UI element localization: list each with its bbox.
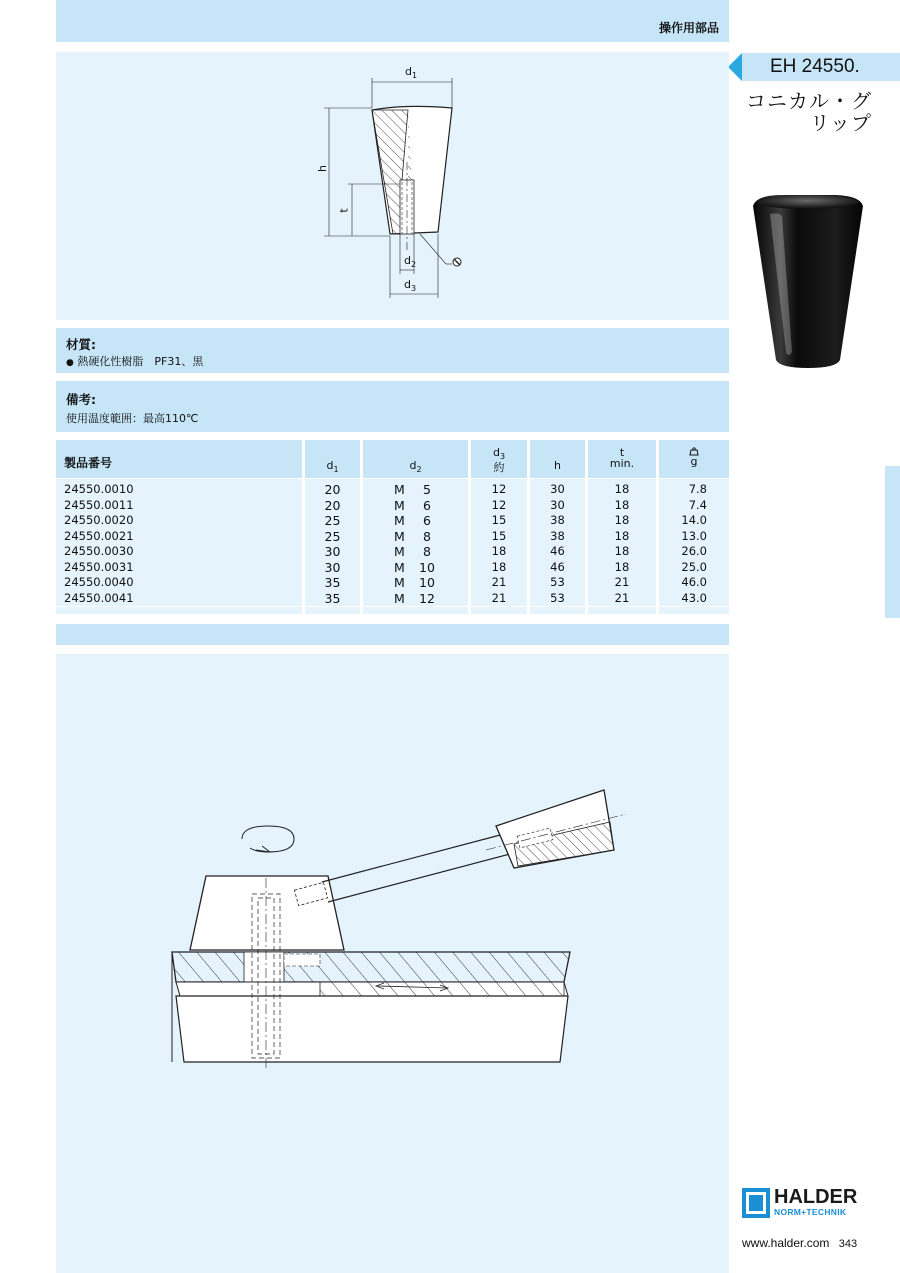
th-weight: g bbox=[659, 447, 729, 467]
cell-d3: 12 bbox=[491, 482, 507, 496]
cell-d3: 15 bbox=[491, 513, 507, 527]
cell-part-no: 24550.0031 bbox=[64, 559, 134, 574]
technical-drawing-panel bbox=[56, 52, 729, 320]
cell-t: 18 bbox=[614, 482, 630, 496]
cell-h: 53 bbox=[550, 590, 565, 605]
material-title: 材質: bbox=[66, 337, 96, 352]
dim-d3-label: $d_3$ bbox=[404, 278, 417, 294]
cell-d2: 5 bbox=[423, 482, 431, 497]
dim-t-label: t bbox=[337, 208, 351, 213]
th-d3: $d_3$ 約 bbox=[492, 446, 506, 475]
bullet-icon: ● bbox=[66, 358, 74, 368]
cell-d2-prefix: M bbox=[394, 513, 405, 528]
cell-weight: 13.0 bbox=[681, 528, 707, 543]
cell-weight: 46.0 bbox=[681, 575, 707, 589]
cell-d2-prefix: M bbox=[394, 482, 405, 497]
th-h: h bbox=[554, 459, 561, 472]
application-drawing-panel bbox=[56, 654, 729, 1273]
material-text: ● 熱硬化性樹脂 PF31、黒 bbox=[66, 355, 204, 368]
cell-d2: 8 bbox=[423, 544, 431, 559]
cell-t: 18 bbox=[614, 528, 630, 543]
cell-d1: 25 bbox=[324, 513, 341, 528]
halder-logo bbox=[742, 1188, 874, 1218]
remarks-text: 使用温度範囲：最高110℃ bbox=[66, 412, 199, 425]
logo-sub: NORM+TECHNIK bbox=[774, 1207, 847, 1217]
dim-h-label: h bbox=[315, 165, 329, 172]
dim-d1-label: $d_1$ bbox=[405, 65, 418, 81]
cell-d3: 15 bbox=[491, 528, 507, 543]
cell-t: 21 bbox=[614, 575, 630, 589]
cell-h: 38 bbox=[550, 513, 565, 527]
cell-d3: 12 bbox=[491, 497, 507, 512]
cell-d1: 20 bbox=[324, 482, 341, 497]
product-photo bbox=[748, 192, 868, 372]
cell-d3: 18 bbox=[491, 559, 507, 574]
logo-name: HALDER bbox=[774, 1186, 858, 1208]
cell-t: 18 bbox=[614, 559, 630, 574]
cell-t: 21 bbox=[614, 590, 630, 605]
remarks-panel bbox=[56, 381, 729, 432]
footer bbox=[742, 1236, 857, 1250]
cell-d1: 25 bbox=[324, 528, 341, 544]
dimension-table bbox=[56, 440, 729, 614]
th-d1: $d_1$ bbox=[326, 459, 339, 475]
th-t: t min. bbox=[609, 446, 635, 470]
cell-d2: 6 bbox=[423, 513, 431, 528]
cell-part-no: 24550.0021 bbox=[64, 528, 134, 543]
product-title-line1: コニカル・グ bbox=[746, 89, 872, 113]
category-label: 操作用部品 bbox=[658, 21, 719, 35]
cell-weight: 25.0 bbox=[681, 559, 707, 574]
side-tab-marker bbox=[885, 466, 900, 618]
separator-band bbox=[56, 624, 729, 645]
remarks-title: 備考: bbox=[66, 392, 96, 407]
cell-t: 18 bbox=[614, 513, 630, 527]
cell-d3: 21 bbox=[491, 575, 507, 589]
th-part-no: 製品番号 bbox=[64, 456, 113, 470]
cell-weight: 43.0 bbox=[681, 590, 707, 605]
cell-d3: 18 bbox=[491, 544, 507, 558]
product-code: EH 24550. bbox=[742, 53, 900, 81]
dim-d2-label: $d_2$ bbox=[404, 254, 417, 270]
cell-d2-prefix: M bbox=[394, 544, 405, 559]
cell-part-no: 24550.0010 bbox=[64, 482, 134, 496]
cell-part-no: 24550.0040 bbox=[64, 575, 134, 589]
cell-t: 18 bbox=[614, 497, 630, 512]
cell-weight: 26.0 bbox=[681, 544, 707, 558]
cell-h: 53 bbox=[550, 575, 565, 589]
header-band bbox=[56, 0, 729, 42]
conical-grip-section-drawing bbox=[56, 52, 729, 320]
cell-weight: 14.0 bbox=[681, 513, 707, 527]
cell-h: 38 bbox=[550, 528, 565, 543]
cell-d2-prefix: M bbox=[394, 559, 405, 575]
cell-h: 30 bbox=[550, 497, 565, 512]
cell-part-no: 24550.0011 bbox=[64, 497, 134, 512]
halder-logo-icon bbox=[742, 1188, 770, 1218]
cell-d1: 30 bbox=[324, 544, 341, 559]
cell-part-no: 24550.0030 bbox=[64, 544, 134, 558]
cell-d2: 6 bbox=[423, 497, 431, 513]
cell-d2-prefix: M bbox=[394, 497, 405, 513]
th-d2: $d_2$ bbox=[409, 459, 422, 475]
cell-weight: 7.8 bbox=[688, 482, 707, 496]
cell-part-no: 24550.0020 bbox=[64, 513, 134, 527]
cell-d2: 12 bbox=[419, 590, 435, 606]
cell-h: 30 bbox=[550, 482, 565, 496]
cell-d1: 30 bbox=[324, 559, 341, 575]
cell-d2-prefix: M bbox=[394, 575, 405, 590]
product-title-line2: リップ bbox=[809, 111, 872, 135]
cell-d1: 20 bbox=[324, 497, 341, 513]
cell-d1: 35 bbox=[324, 575, 341, 590]
cell-d2-prefix: M bbox=[394, 590, 405, 606]
cell-d1: 35 bbox=[324, 590, 341, 606]
cell-h: 46 bbox=[550, 544, 565, 558]
cell-d3: 21 bbox=[491, 590, 507, 605]
product-title bbox=[746, 90, 872, 134]
cell-part-no: 24550.0041 bbox=[64, 590, 134, 605]
cell-d2: 10 bbox=[419, 575, 435, 590]
cell-d2: 8 bbox=[423, 528, 431, 544]
arrow-left-icon bbox=[728, 53, 742, 81]
cell-t: 18 bbox=[614, 544, 630, 558]
website-link[interactable]: www.halder.com bbox=[742, 1236, 830, 1250]
cell-h: 46 bbox=[550, 559, 565, 574]
application-assembly-drawing bbox=[56, 654, 729, 1273]
cell-weight: 7.4 bbox=[688, 497, 707, 512]
page-number: 343 bbox=[838, 1238, 858, 1250]
cell-d2: 10 bbox=[419, 559, 435, 575]
cell-d2-prefix: M bbox=[394, 528, 405, 544]
material-panel bbox=[56, 328, 729, 373]
